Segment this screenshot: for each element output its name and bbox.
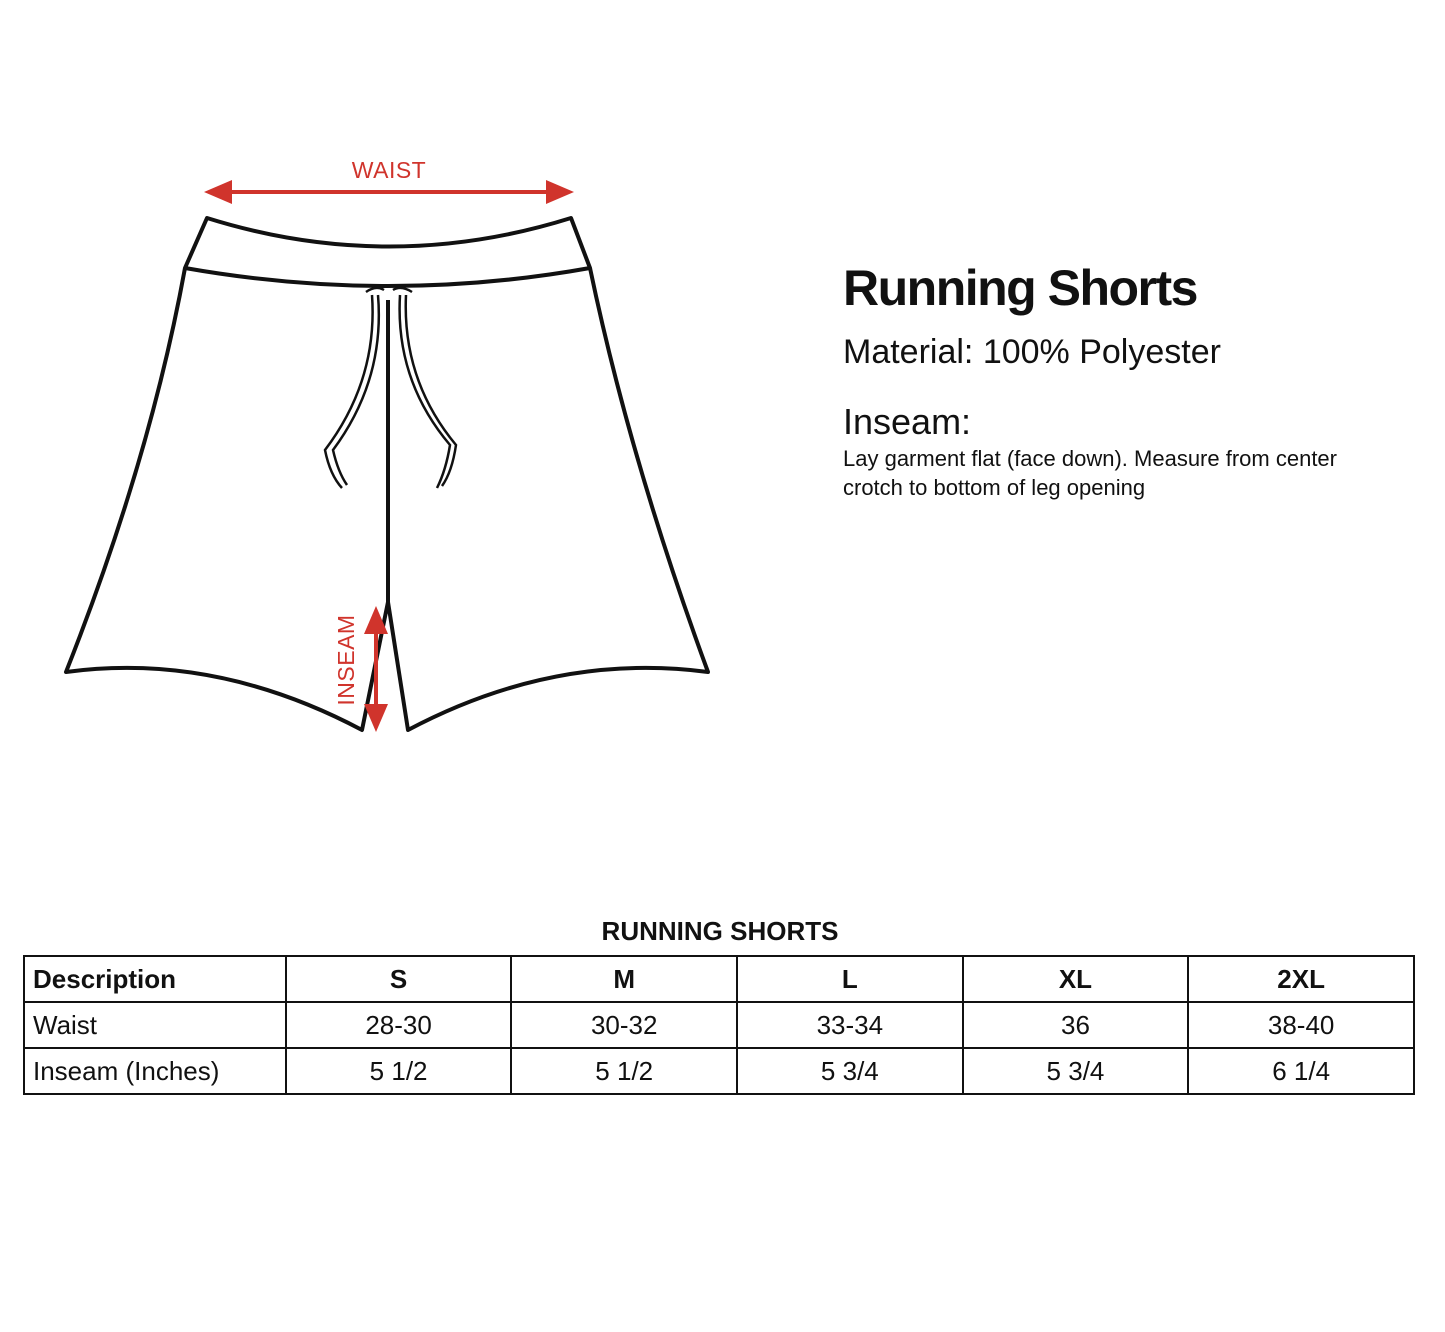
table-cell: 5 1/2 <box>286 1048 512 1094</box>
header-size-m: M <box>511 956 737 1002</box>
table-cell: 36 <box>963 1002 1189 1048</box>
inseam-description-line2: crotch to bottom of leg opening <box>843 475 1146 500</box>
table-cell: 5 3/4 <box>737 1048 963 1094</box>
waist-label: WAIST <box>351 157 427 183</box>
table-row <box>24 1048 1414 1094</box>
table-cell: 33-34 <box>737 1002 963 1048</box>
row-label-waist: Waist <box>24 1002 286 1048</box>
table-cell: 5 1/2 <box>511 1048 737 1094</box>
inseam-description-line1: Lay garment flat (face down). Measure from center <box>843 446 1337 471</box>
table-row <box>24 1002 1414 1048</box>
table-cell: 5 3/4 <box>963 1048 1189 1094</box>
table-cell: 30-32 <box>511 1002 737 1048</box>
size-table <box>23 955 1415 1095</box>
size-table-title: RUNNING SHORTS <box>601 916 839 946</box>
table-cell: 38-40 <box>1188 1002 1414 1048</box>
table-cell: 28-30 <box>286 1002 512 1048</box>
table-cell: 6 1/4 <box>1188 1048 1414 1094</box>
header-size-s: S <box>286 956 512 1002</box>
product-title: Running Shorts <box>843 260 1197 316</box>
waist-arrow <box>204 180 574 204</box>
waistband <box>185 218 590 286</box>
product-info <box>843 258 1433 502</box>
drawstring <box>325 288 456 488</box>
header-size-2xl: 2XL <box>1188 956 1414 1002</box>
table-header-row <box>24 956 1414 1002</box>
header-size-xl: XL <box>963 956 1189 1002</box>
inseam-label: INSEAM <box>333 614 359 706</box>
material-text: Material: 100% Polyester <box>843 333 1221 371</box>
inseam-description <box>843 444 1433 502</box>
header-size-l: L <box>737 956 963 1002</box>
inseam-heading: Inseam: <box>843 401 972 442</box>
header-description: Description <box>24 956 286 1002</box>
row-label-inseam: Inseam (Inches) <box>24 1048 286 1094</box>
